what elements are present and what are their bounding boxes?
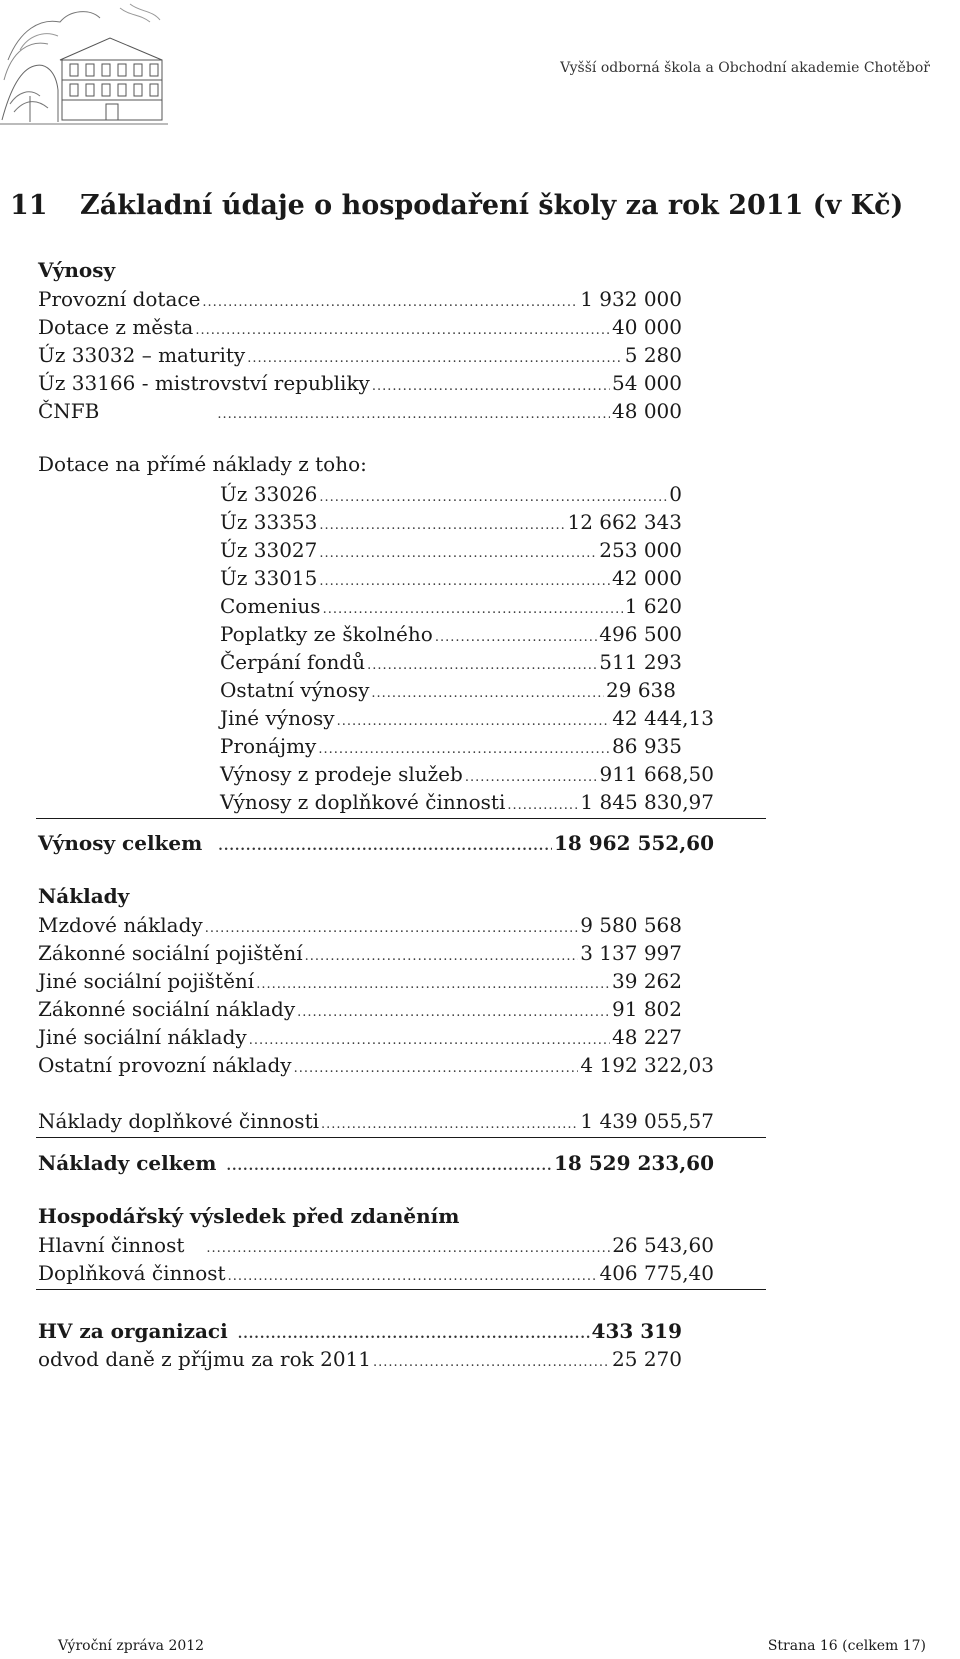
divider: [36, 818, 766, 819]
revenue-row: Úz 33032 – maturity ..... 5 280: [38, 341, 682, 369]
result-row: Doplňková činnost ..... 406 775,40: [38, 1259, 714, 1287]
organization-result-row: HV za organizaci ..... 433 319: [38, 1317, 682, 1345]
revenue-row: Dotace z města ..... 40 000: [38, 313, 682, 341]
cost-row: Zákonné sociální pojištění ..... 3 137 997: [38, 939, 682, 967]
subsidy-row: Úz 33027 ..... 253 000: [220, 536, 682, 564]
revenue-row: Úz 33166 - mistrovství republiky ..... 54 000: [38, 369, 682, 397]
revenue-row: ČNFB ..... 48 000: [38, 397, 682, 425]
subsidy-row: Jiné výnosy ..... 42 444,13: [220, 704, 714, 732]
section-title: Základní údaje o hospodaření školy za rok 2011 (v Kč): [80, 190, 904, 221]
footer-report-title: Výroční zpráva 2012: [58, 1638, 205, 1654]
cost-row: Ostatní provozní náklady ..... 4 192 322,03: [38, 1051, 714, 1079]
costs-heading: Náklady: [38, 884, 130, 908]
subsidy-row: Úz 33015 ..... 42 000: [220, 564, 682, 592]
footer-page-number: Strana 16 (celkem 17): [767, 1638, 926, 1654]
revenue-row: Provozní dotace ..... 1 932 000: [38, 285, 682, 313]
subsidy-row: Úz 33026 ..... 0: [220, 480, 682, 508]
subsidy-row: Ostatní výnosy ..... 29 638: [220, 676, 676, 704]
cost-row: Jiné sociální náklady ..... 48 227: [38, 1023, 682, 1051]
cost-row: Jiné sociální pojištění ..... 39 262: [38, 967, 682, 995]
subsidy-row: Poplatky ze školného ..... 496 500: [220, 620, 682, 648]
subsidy-row: Výnosy z doplňkové činnosti ..... 1 845 830,97: [220, 788, 714, 816]
costs-total-row: Náklady celkem ..... 18 529 233,60: [38, 1149, 714, 1177]
subsidy-row: Comenius ..... 1 620: [220, 592, 682, 620]
divider: [36, 1137, 766, 1138]
subsidy-row: Výnosy z prodeje služeb ..... 911 668,50: [220, 760, 714, 788]
revenue-heading: Výnosy: [38, 258, 116, 282]
cost-row: Mzdové náklady ..... 9 580 568: [38, 911, 682, 939]
subsidy-row: Úz 33353 ..... 12 662 343: [220, 508, 682, 536]
cost-row: Zákonné sociální náklady ..... 91 802: [38, 995, 682, 1023]
section-number: 11: [10, 190, 48, 221]
direct-costs-subsidy-heading: Dotace na přímé náklady z toho:: [38, 452, 367, 476]
divider: [36, 1289, 766, 1290]
school-name: Vyšší odborná škola a Obchodní akademie Chotěboř: [560, 60, 930, 76]
subsidy-row: Pronájmy ..... 86 935: [220, 732, 682, 760]
income-tax-row: odvod daně z příjmu za rok 2011 ..... 25 270: [38, 1345, 682, 1373]
page-title: [10, 190, 903, 221]
revenue-total-row: Výnosy celkem ..... 18 962 552,60: [38, 829, 714, 857]
school-building-logo: [0, 0, 170, 132]
subsidy-row: Čerpání fondů ..... 511 293: [220, 648, 682, 676]
result-heading: Hospodářský výsledek před zdaněním: [38, 1204, 460, 1228]
secondary-activity-costs-row: Náklady doplňkové činnosti ..... 1 439 055,57: [38, 1107, 714, 1135]
result-row: Hlavní činnost ..... 26 543,60: [38, 1231, 714, 1259]
